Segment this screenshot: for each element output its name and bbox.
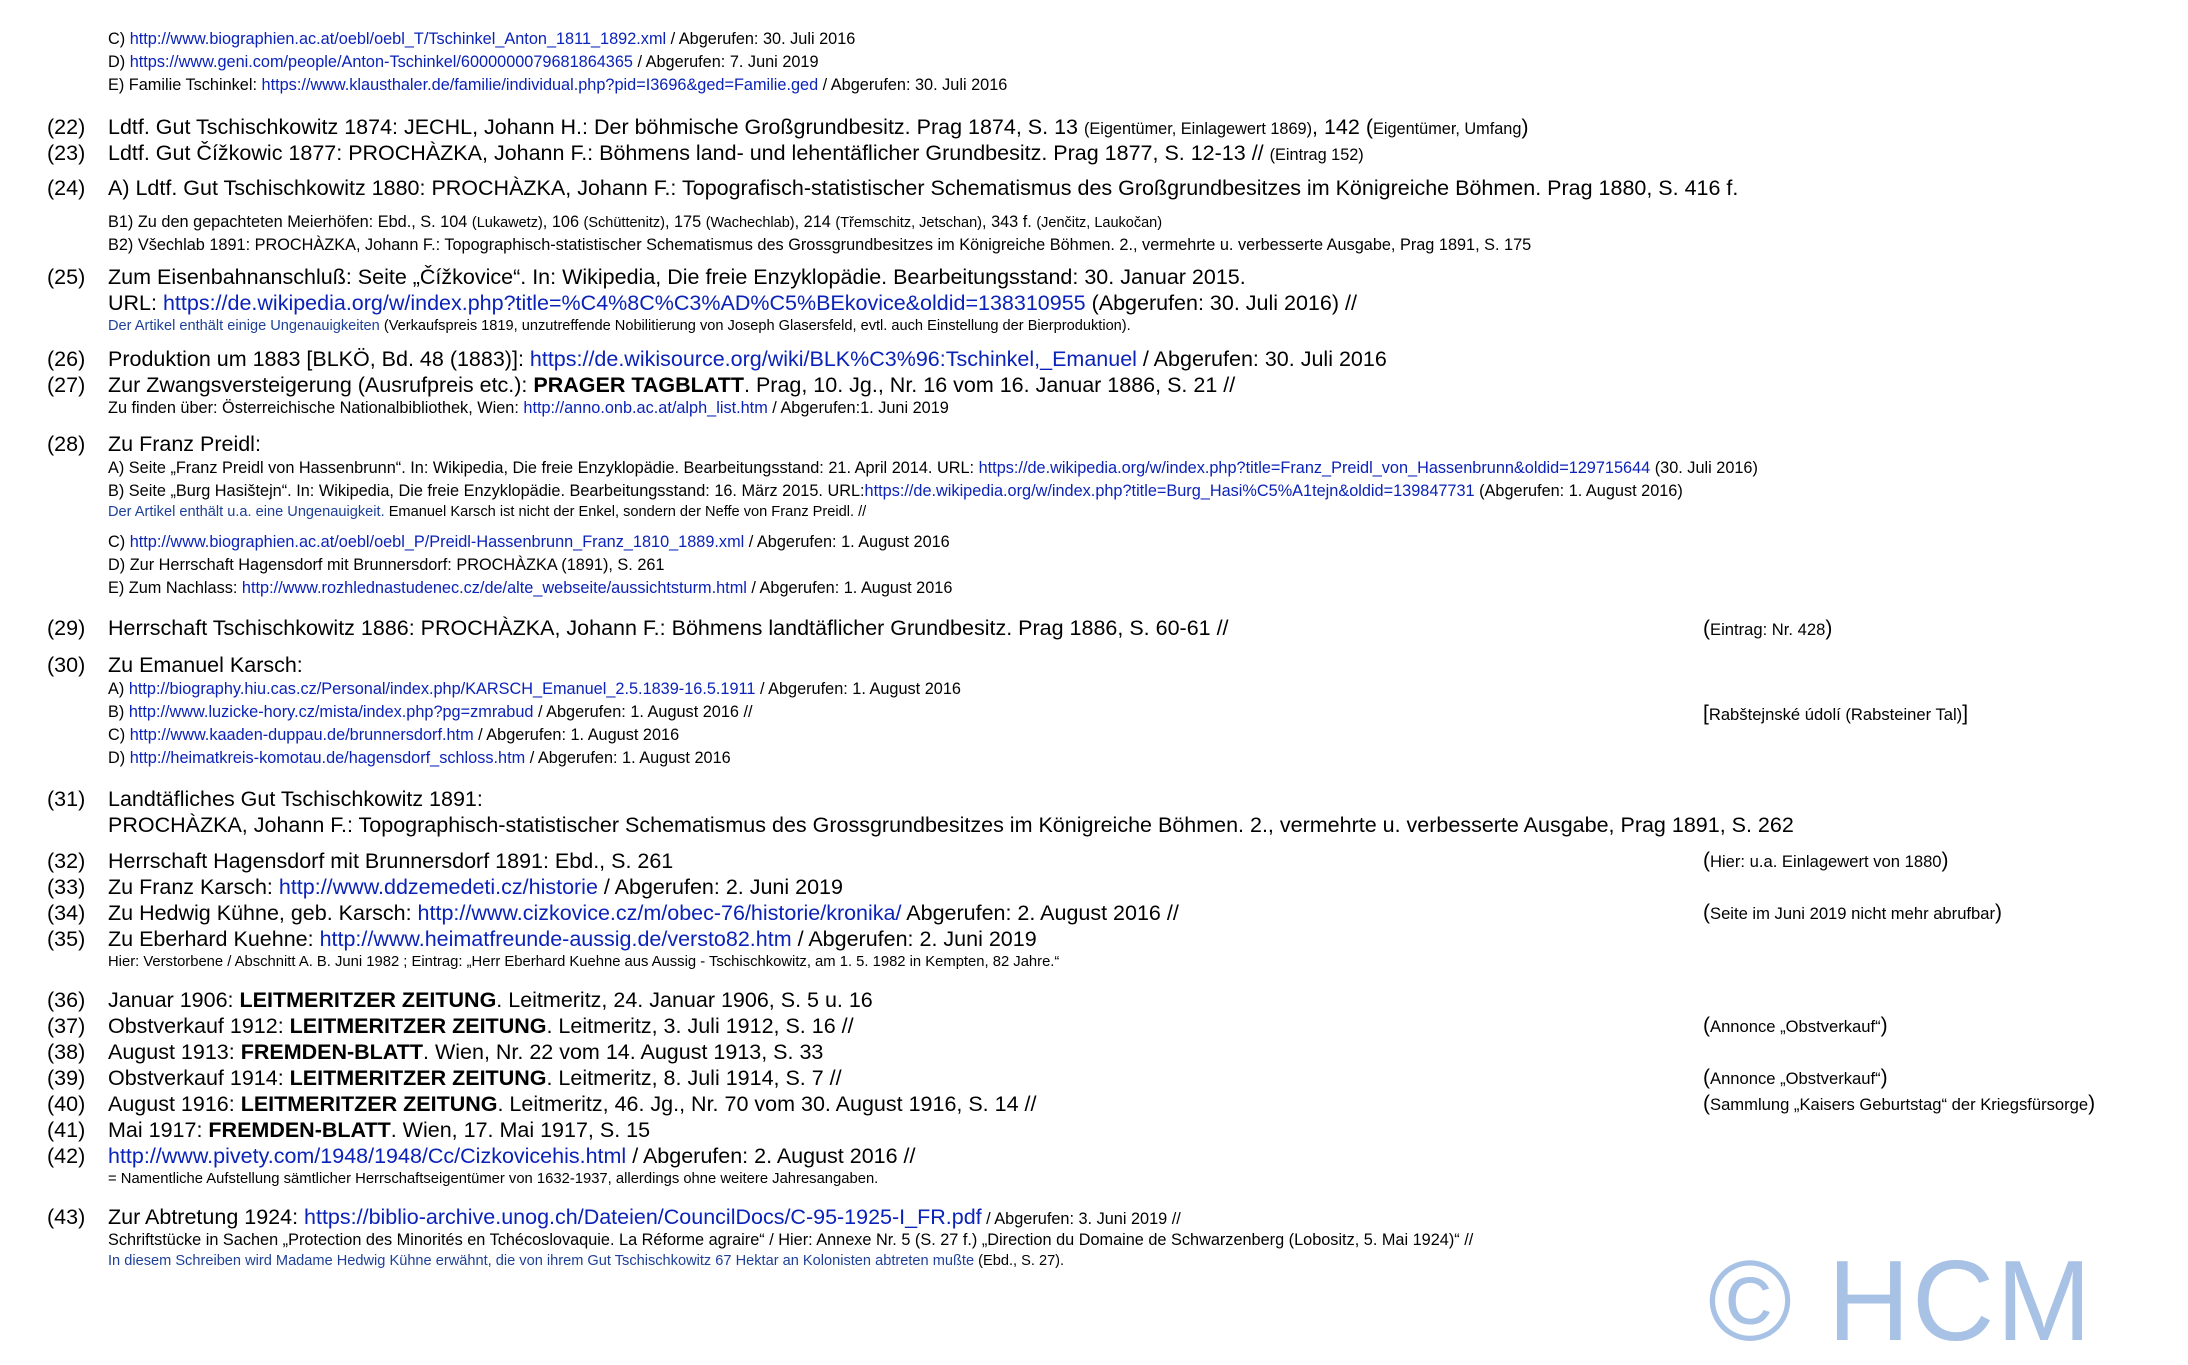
text: A) Seite „Franz Preidl von Hassenbrunn“. In: Wikipedia, Die freie Enzyklopädie. Bearbeitungsstand: 21. April 2014. URL: [108, 459, 979, 477]
footnote-41 [108, 1117, 650, 1143]
note-text: Der Artikel enthält u.a. eine Ungenauigkeit. [108, 504, 385, 520]
note-text: Eintrag: Nr. 428 [1710, 620, 1826, 639]
footnote-number: (24) [47, 176, 86, 200]
text: B1) Zu den gepachteten Meierhöfen: Ebd., S. 104 [108, 213, 472, 231]
footnote-number: (38) [47, 1040, 86, 1064]
footnote-29-right-note [1703, 617, 1832, 642]
footnote-28-e [108, 578, 952, 599]
text: E) Zum Nachlass: [108, 579, 242, 597]
text: (Abgerufen: 1. August 2016) [1474, 482, 1683, 500]
footnote-28-head: Zu Franz Preidl: [108, 432, 261, 456]
footnote-number: (26) [47, 347, 86, 371]
footnote-30-c [108, 725, 679, 746]
text: . Leitmeritz, 8. Juli 1914, S. 7 // [546, 1066, 842, 1090]
small-text: (Jenčitz, Laukočan) [1036, 215, 1163, 231]
text: . Leitmeritz, 3. Juli 1912, S. 16 // [546, 1014, 854, 1038]
label: C) [108, 533, 130, 551]
footnote-28-note [108, 502, 866, 522]
text: Produktion um 1883 [BLKÖ, Bd. 48 (1883)]: [108, 347, 530, 371]
footnote-number: (34) [47, 901, 86, 925]
footnote-23 [108, 140, 1364, 168]
text: Obstverkauf 1912: [108, 1014, 290, 1038]
link[interactable]: http://biography.hiu.cas.cz/Personal/index.php/KARSCH_Emanuel_2.5.1839-16.5.1911 [128, 680, 756, 698]
footnote-37-right-note [1703, 1014, 1888, 1039]
footnote-32: Herrschaft Hagensdorf mit Brunnersdorf 1891: Ebd., S. 261 [108, 849, 674, 873]
text: (Ebd., S. 27). [974, 1253, 1065, 1269]
link[interactable]: http://www.rozhlednastudenec.cz/de/alte_webseite/aussichtsturm.html [241, 579, 747, 597]
footnote-27 [108, 372, 1235, 398]
link[interactable]: https://de.wikipedia.org/w/index.php?title=Franz_Preidl_von_Hassenbrunn&oldid=129715644 [978, 459, 1651, 477]
footnote-43-sub: Schriftstücke in Sachen „Protection des Minorités en Tchécoslovaquie. La Réforme agraire“ / Hier: Annexe Nr. 5 (S. 27 f.) „Direction du Domaine de Schwarzenberg (Lobositz, 5. Mai 1924)“ // [108, 1231, 1474, 1249]
note-text: Der Artikel enthält einige Ungenauigkeiten [108, 318, 380, 334]
footnote-24: A) Ldtf. Gut Tschischkowitz 1880: PROCHÀZKA, Johann F.: Topografisch-statistischer Schematismus des Großgrundbesitzes im Königreiche Böhmen. Prag 1880, S. 416 f. [108, 176, 1739, 200]
footnote-30-d [108, 748, 731, 769]
footnote-34-right-note [1703, 901, 2002, 926]
footnote-31-line1: Landtäfliches Gut Tschischkowitz 1891: [108, 787, 483, 811]
newspaper-title: LEITMERITZER ZEITUNG [239, 988, 497, 1012]
footnote-number: (32) [47, 849, 86, 873]
footnote-number: (40) [47, 1092, 86, 1116]
note-text: Annonce „Obstverkauf“ [1710, 1017, 1881, 1036]
footnote-39 [108, 1065, 842, 1091]
text: B) Seite „Burg Hasištejn“. In: Wikipedia, Die freie Enzyklopädie. Bearbeitungsstand: 16. März 2015. URL: [108, 482, 865, 500]
link[interactable]: http://www.pivety.com/1948/1948/Cc/Cizkovicehis.html [108, 1144, 627, 1168]
intro-d [108, 52, 819, 73]
text: / Abgerufen: 30. Juli 2016 [818, 76, 1008, 94]
footnote-35 [108, 926, 1037, 952]
bracket: ( [1703, 1066, 1710, 1089]
footnote-number: (22) [47, 115, 86, 139]
text: , 106 [542, 213, 584, 231]
text: / Abgerufen: 2. August 2016 // [626, 1144, 916, 1168]
link[interactable]: https://de.wikisource.org/wiki/BLK%C3%96:Tschinkel,_Emanuel [529, 347, 1137, 371]
text: / Abgerufen: 1. August 2016 // [533, 703, 753, 721]
text: ) [1521, 115, 1529, 139]
footnote-number: (25) [47, 265, 86, 289]
bracket: ) [1880, 1014, 1888, 1037]
link[interactable]: http://www.biographien.ac.at/oebl/oebl_T/Tschinkel_Anton_1811_1892.xml [129, 30, 667, 48]
text: Abgerufen: 2. August 2016 // [901, 901, 1179, 925]
footnote-35-sub: Hier: Verstorbene / Abschnitt A. B. Juni 1982 ; Eintrag: „Herr Eberhard Kuehne aus Aussig - Tschischkowitz, am 1. 5. 1982 in Kempten, 82 Jahre.“ [108, 954, 1060, 970]
link[interactable]: http://anno.onb.ac.at/alph_list.htm [523, 399, 768, 417]
bracket: [ [1703, 702, 1709, 725]
footnote-number: (27) [47, 373, 86, 397]
text: Ldtf. Gut Tschischkowitz 1874: JECHL, Johann H.: Der böhmische Großgrundbesitz. Prag 1874, S. 13 [108, 115, 1084, 139]
label: URL: [108, 291, 163, 315]
label: E) Familie Tschinkel: [108, 76, 262, 94]
newspaper-title: PRAGER TAGBLATT [533, 373, 744, 397]
text: Zu Eberhard Kuehne: [108, 927, 320, 951]
footnote-28-a [108, 458, 1758, 479]
text: / Abgerufen:1. Juni 2019 [767, 399, 949, 417]
small-text: (Třemschitz, Jetschan) [835, 215, 983, 231]
footnote-24-b1 [108, 212, 1162, 234]
footnote-28-b [108, 481, 1683, 502]
text: August 1913: [108, 1040, 241, 1064]
text: / Abgerufen: 7. Juni 2019 [632, 53, 819, 71]
text: (Verkaufspreis 1819, unzutreffende Nobilitierung von Joseph Glasersfeld, evtl. auch Einstellung der Bierproduktion). [379, 318, 1131, 334]
footnote-28-d: D) Zur Herrschaft Hagensdorf mit Brunnersdorf: PROCHÀZKA (1891), S. 261 [108, 556, 665, 574]
footnote-43-note [108, 1251, 1064, 1271]
text: / Abgerufen: 2. Juni 2019 [597, 875, 843, 899]
footnote-number: (23) [47, 141, 86, 165]
copyright-watermark: © HCM [1708, 1238, 2094, 1365]
small-text: (Eigentümer, Einlagewert 1869) [1083, 120, 1313, 138]
link[interactable]: https://de.wikipedia.org/w/index.php?title=%C4%8C%C3%AD%C5%BEkovice&oldid=138310955 [162, 291, 1086, 315]
newspaper-title: LEITMERITZER ZEITUNG [240, 1092, 498, 1116]
bracket: ) [1880, 1066, 1888, 1089]
text: , 214 [794, 213, 836, 231]
footnote-22 [108, 114, 1529, 142]
footnote-number: (33) [47, 875, 86, 899]
bracket: ( [1703, 617, 1710, 640]
newspaper-title: FREMDEN-BLATT [240, 1040, 424, 1064]
text: Mai 1917: [108, 1118, 209, 1142]
note-text: Hier: u.a. Einlagewert von 1880 [1710, 852, 1942, 871]
footnote-number: (41) [47, 1118, 86, 1142]
footnote-25-line2 [108, 290, 1357, 316]
text: Obstverkauf 1914: [108, 1066, 290, 1090]
text: , 142 ( [1312, 115, 1373, 139]
bracket: ( [1703, 901, 1710, 924]
small-text: / Abgerufen: 3. Juni 2019 // [981, 1210, 1181, 1228]
footnote-39-right-note [1703, 1066, 1888, 1091]
footnote-number: (28) [47, 432, 86, 456]
note-text: Annonce „Obstverkauf“ [1710, 1069, 1881, 1088]
text: / Abgerufen: 1. August 2016 [525, 749, 731, 767]
footnote-number: (36) [47, 988, 86, 1012]
footnote-34 [108, 900, 1179, 926]
text: (Abgerufen: 30. Juli 2016) // [1085, 291, 1357, 315]
text: (30. Juli 2016) [1650, 459, 1758, 477]
footnote-25-line1: Zum Eisenbahnanschluß: Seite „Čížkovice“. In: Wikipedia, Die freie Enzyklopädie. Bearbeitungsstand: 30. Januar 2015. [108, 265, 1246, 289]
text: Zu Franz Karsch: [108, 875, 279, 899]
label: D) [108, 53, 130, 71]
text: / Abgerufen: 1. August 2016 [473, 726, 680, 744]
text: / Abgerufen: 2. Juni 2019 [791, 927, 1037, 951]
footnote-26 [108, 346, 1387, 372]
footnote-27-sub [108, 398, 949, 419]
link[interactable]: http://www.luzicke-hory.cz/mista/index.php?pg=zmrabud [128, 703, 534, 721]
link[interactable]: https://www.geni.com/people/Anton-Tschinkel/6000000079681864365 [129, 53, 633, 71]
newspaper-title: FREMDEN-BLATT [208, 1118, 391, 1142]
small-text: (Eintrag 152) [1269, 146, 1364, 164]
footnote-number: (35) [47, 927, 86, 951]
link[interactable]: http://www.heimatfreunde-aussig.de/versto82.htm [319, 927, 792, 951]
bracket: ( [1703, 849, 1710, 872]
link[interactable]: http://www.ddzemedeti.cz/historie [278, 875, 598, 899]
note-text: Seite im Juni 2019 nicht mehr abrufbar [1710, 904, 1996, 923]
text: / Abgerufen: 30. Juli 2016 [666, 30, 856, 48]
text: . Prag, 10. Jg., Nr. 16 vom 16. Januar 1886, S. 21 // [744, 373, 1236, 397]
text: / Abgerufen: 1. August 2016 [744, 533, 950, 551]
label: D) [108, 749, 130, 767]
label: B) [108, 703, 129, 721]
footnote-number: (39) [47, 1066, 86, 1090]
small-text: (Wachechlab) [705, 215, 795, 231]
footnote-number: (30) [47, 653, 86, 677]
bracket: ( [1703, 1092, 1710, 1115]
bracket: ) [1825, 617, 1833, 640]
footnote-number: (29) [47, 616, 86, 640]
footnote-31-line2: PROCHÀZKA, Johann F.: Topographisch-statistischer Schematismus des Grossgrundbesitzes im Königreiche Böhmen. 2., vermehrte u. verbesserte Ausgabe, Prag 1891, S. 262 [108, 813, 1794, 837]
footnote-42-sub: = Namentliche Aufstellung sämtlicher Herrschaftseigentümer von 1632-1937, allerdings ohne weitere Jahresangaben. [108, 1171, 879, 1187]
footnote-40-right-note [1703, 1092, 2095, 1117]
footnote-42 [108, 1143, 916, 1169]
note-text: In diesem Schreiben wird Madame Hedwig Kühne erwähnt, die von ihrem Gut Tschischkowitz 67 Hektar an Kolonisten abtreten mußte [108, 1253, 975, 1269]
link[interactable]: http://www.cizkovice.cz/m/obec-76/historie/kronika/ [417, 901, 902, 925]
footnote-40 [108, 1091, 1036, 1117]
footnote-43 [108, 1204, 1181, 1232]
intro-c [108, 29, 855, 50]
footnote-30-right-note [1703, 702, 1968, 727]
footnote-30-b [108, 702, 753, 723]
footnote-29: Herrschaft Tschischkowitz 1886: PROCHÀZKA, Johann F.: Böhmens landtäflicher Grundbesitz. Prag 1886, S. 60-61 // [108, 616, 1229, 640]
text: / Abgerufen: 1. August 2016 [755, 680, 961, 698]
link[interactable]: https://biblio-archive.unog.ch/Dateien/CouncilDocs/C-95-1925-I_FR.pdf [304, 1205, 982, 1229]
note-text: Rabštejnské údolí (Rabsteiner Tal) [1708, 705, 1963, 724]
footnote-24-b2: B2) Všechlab 1891: PROCHÀZKA, Johann F.: Topographisch-statistischer Schematismus des Grossgrundbesitzes im Königreiche Böhmen. 2., vermehrte u. verbesserte Ausgabe, Prag 1891, S. 175 [108, 236, 1532, 254]
link[interactable]: https://www.klausthaler.de/familie/individual.php?pid=I3696&ged=Familie.ged [261, 76, 819, 94]
text: Zur Zwangsversteigerung (Ausrufpreis etc.): [108, 373, 534, 397]
text: / Abgerufen: 1. August 2016 [746, 579, 953, 597]
footnote-25-note [108, 316, 1131, 336]
text: Zu Hedwig Kühne, geb. Karsch: [108, 901, 418, 925]
small-text: Eigentümer, Umfang [1372, 120, 1522, 138]
footnote-number: (43) [47, 1205, 86, 1229]
link[interactable]: https://de.wikipedia.org/w/index.php?title=Burg_Hasi%C5%A1tejn&oldid=139847731 [864, 482, 1475, 500]
text: Zur Abtretung 1924: [108, 1205, 305, 1229]
intro-e [108, 75, 1007, 96]
link[interactable]: http://www.biographien.ac.at/oebl/oebl_P/Preidl-Hassenbrunn_Franz_1810_1889.xml [129, 533, 745, 551]
text: Ldtf. Gut Čížkowic 1877: PROCHÀZKA, Johann F.: Böhmens land- und lehentäflicher Grundbesitz. Prag 1877, S. 12-13 // [108, 141, 1270, 165]
text: . Wien, 17. Mai 1917, S. 15 [390, 1118, 651, 1142]
text: . Leitmeritz, 24. Januar 1906, S. 5 u. 16 [496, 988, 873, 1012]
label: C) [108, 726, 130, 744]
footnote-38 [108, 1039, 823, 1065]
footnote-37 [108, 1013, 854, 1039]
text: Zu finden über: Österreichische Nationalbibliothek, Wien: [108, 399, 524, 417]
text: / Abgerufen: 30. Juli 2016 [1136, 347, 1387, 371]
footnote-36 [108, 987, 873, 1013]
newspaper-title: LEITMERITZER ZEITUNG [289, 1014, 547, 1038]
text: August 1916: [108, 1092, 241, 1116]
text: , 343 f. [982, 213, 1037, 231]
link[interactable]: http://heimatkreis-komotau.de/hagensdorf_schloss.htm [129, 749, 526, 767]
footnote-32-right-note [1703, 849, 1949, 874]
footnote-30-head: Zu Emanuel Karsch: [108, 653, 303, 677]
small-text: (Schüttenitz) [583, 215, 665, 231]
bracket: ) [1941, 849, 1949, 872]
bracket: ( [1703, 1014, 1710, 1037]
footnote-33 [108, 874, 843, 900]
label: A) [108, 680, 129, 698]
bracket: ] [1962, 702, 1969, 725]
bracket: ) [1995, 901, 2003, 924]
text: Januar 1906: [108, 988, 240, 1012]
link[interactable]: http://www.kaaden-duppau.de/brunnersdorf.htm [129, 726, 474, 744]
bracket: ) [2088, 1092, 2096, 1115]
text: , 175 [664, 213, 706, 231]
footnote-30-a [108, 679, 961, 700]
footnote-28-c [108, 532, 950, 553]
footnote-number: (31) [47, 787, 86, 811]
text: . Leitmeritz, 46. Jg., Nr. 70 vom 30. August 1916, S. 14 // [497, 1092, 1037, 1116]
text: . Wien, Nr. 22 vom 14. August 1913, S. 33 [423, 1040, 824, 1064]
label: C) [108, 30, 130, 48]
note-text: Sammlung „Kaisers Geburtstag“ der Kriegsfürsorge [1710, 1095, 2089, 1114]
newspaper-title: LEITMERITZER ZEITUNG [289, 1066, 547, 1090]
footnote-number: (42) [47, 1144, 86, 1168]
text: Emanuel Karsch ist nicht der Enkel, sondern der Neffe von Franz Preidl. // [384, 504, 867, 520]
small-text: (Lukawetz) [471, 215, 543, 231]
footnote-number: (37) [47, 1014, 86, 1038]
